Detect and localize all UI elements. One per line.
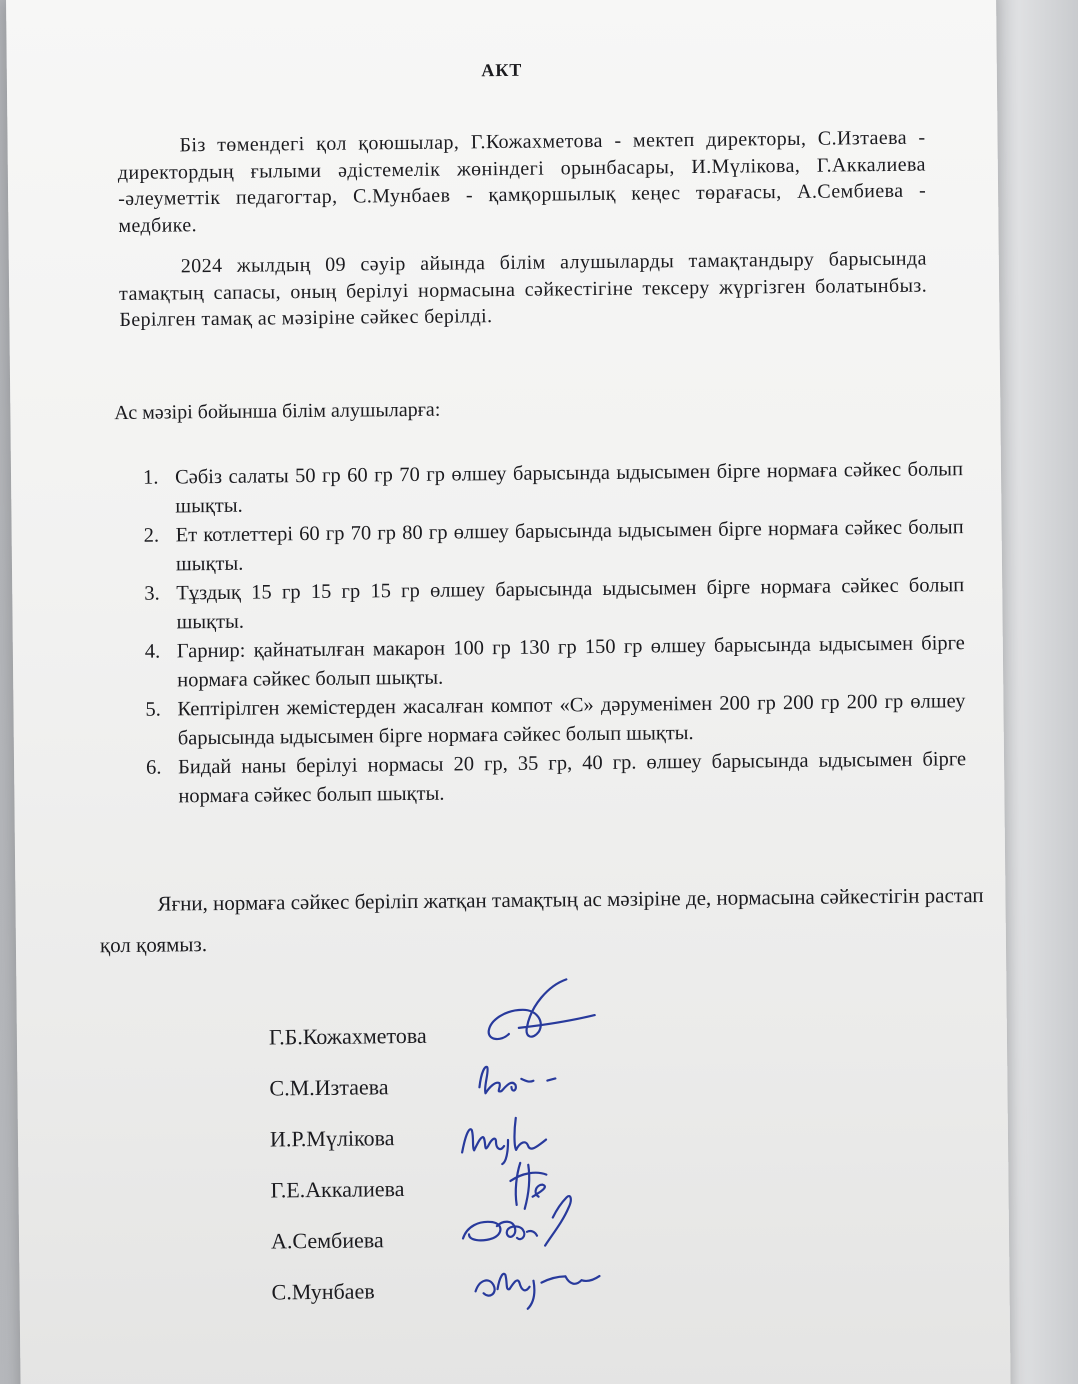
list-item-number: 6. <box>145 756 162 779</box>
signer-row <box>271 1274 632 1329</box>
confirmation-paragraph: Яғни, нормаға сәйкес беріліп жатқан тамақтың ас мәзіріне де, нормасына сәйкестігін растап қол қоямыз. <box>99 882 984 958</box>
list-item-number: 3. <box>144 582 160 605</box>
list-item <box>131 629 966 696</box>
signature-munbaev <box>469 1252 610 1313</box>
menu-heading: Ас мәзірі бойынша білім алушыларға: <box>114 398 441 425</box>
list-item-number: 2. <box>143 524 160 547</box>
signer-name: А.Сембиева <box>270 1227 384 1254</box>
document-content <box>6 0 1011 1384</box>
list-item-number: 1. <box>142 466 159 489</box>
list-item <box>130 513 965 580</box>
list-item <box>129 455 964 522</box>
document-title: АКТ <box>481 59 523 81</box>
signer-name: С.М.Изтаева <box>269 1074 389 1101</box>
list-item-number: 4. <box>144 640 161 663</box>
list-item-text: Гарнир: қайнатылған макарон 100 гр 130 гр 150 гр өлшеу барысында ыдысымен бірге нормаға сәйкес болып шықты. <box>176 632 965 692</box>
list-item-text: Ет котлеттері 60 гр 70 гр 80 гр өлшеу барысында ыдысымен бірге нормаға сәйкес болып шықты. <box>175 516 964 576</box>
signer-row <box>270 1121 631 1176</box>
list-item-text: Бидай наны берілуі нормасы 20 гр, 35 гр, 40 гр. өлшеу барысында ыдысымен бірге нормаға сәйкес болып шықты. <box>177 748 967 808</box>
signer-name: С.Мунбаев <box>271 1278 375 1305</box>
document-sheet <box>6 0 1011 1384</box>
signer-name: Г.Е.Аккалиева <box>270 1176 405 1203</box>
inspection-paragraph: 2024 жылдың 09 сәуір айында білім алушыларды тамақтандыру барысында тамақтың сапасы, оның берілуі нормасына сәйкестігіне тексеру жүргізген болатынбыз. Берілген тамақ ас мәзіріне сәйкес берілді. <box>119 247 928 332</box>
signature-iztaeva <box>471 1056 562 1107</box>
signer-row <box>269 1019 630 1074</box>
list-item <box>132 745 967 812</box>
list-item-number: 5. <box>145 698 161 721</box>
signer-name: Г.Б.Кожахметова <box>268 1022 427 1050</box>
list-item-text: Кептірілген жемістерден жасалған компот «С» дәруменімен 200 гр 200 гр 200 гр өлшеу барысында ыдысымен бірге нормаға сәйкес болып шықты. <box>177 690 966 750</box>
signers-block <box>269 1019 632 1329</box>
list-item-text: Тұздық 15 гр 15 гр 15 гр өлшеу барысында ыдысымен бірге нормаға сәйкес болып шықты. <box>176 574 965 634</box>
signer-name: И.Р.Мүлікова <box>269 1125 395 1152</box>
menu-items-list <box>129 455 967 812</box>
list-item <box>131 687 966 754</box>
signature-kozhakhmetova <box>478 975 599 1056</box>
signer-row <box>269 1070 630 1125</box>
list-item <box>130 571 965 638</box>
intro-paragraph: Біз төмендегі қол қоюшылар, Г.Кожахметова - мектеп директоры, С.Изтаева - директордың ғылыми әдістемелік жөніндегі орынбасары, И.Мүлікова, Г.Аккалиева -әлеуметтік педагогтар, С.Мунбаев - қамқоршылық кеңес төрағасы, А.Сембиева - медбике. <box>117 126 927 237</box>
list-item-text: Сәбіз салаты 50 гр 60 гр 70 гр өлшеу барысында ыдысымен бірге нормаға сәйкес болып шықты. <box>174 458 964 518</box>
